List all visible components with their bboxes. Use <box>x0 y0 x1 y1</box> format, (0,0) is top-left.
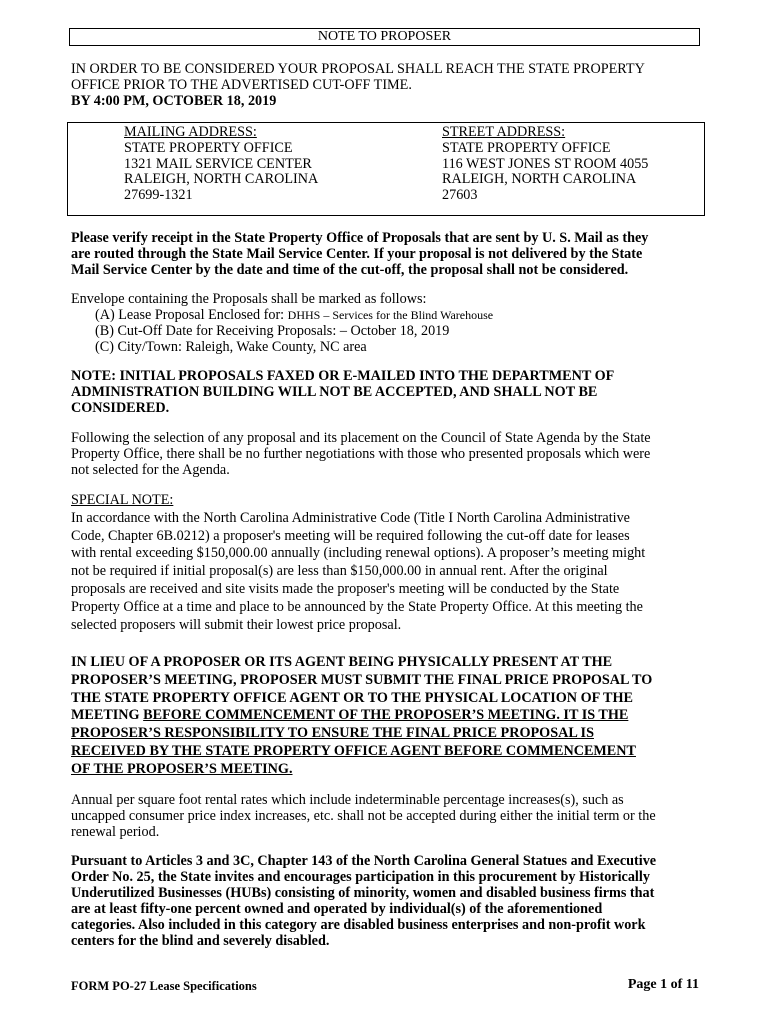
intro-section <box>71 61 699 109</box>
paragraph-line: not be required if initial proposal(s) are less than $150,000.00 in annual rent. After the original <box>71 563 608 580</box>
street-address-line: STATE PROPERTY OFFICE <box>442 139 611 156</box>
address-box <box>67 122 705 216</box>
deadline: BY 4:00 PM, OCTOBER 18, 2019 <box>71 93 277 109</box>
street-address-header: STREET ADDRESS: <box>442 124 566 140</box>
street-address <box>442 125 648 204</box>
paragraph-line: PROPOSER’S RESPONSIBILITY TO ENSURE THE FINAL PRICE PROPOSAL IS <box>71 725 594 742</box>
street-address-line: RALEIGH, NORTH CAROLINA <box>442 171 637 188</box>
fax-email-note <box>71 368 699 416</box>
intro-line: OFFICE PRIOR TO THE ADVERTISED CUT-OFF TIME. <box>71 77 412 93</box>
lieu-underlined-text: BEFORE COMMENCEMENT OF THE PROPOSER’S MEETING. IT IS THE <box>143 707 629 724</box>
envelope-item-a-label: (A) Lease Proposal Enclosed for: <box>95 307 288 323</box>
mailing-address-line: STATE PROPERTY OFFICE <box>124 139 293 156</box>
envelope-item-a <box>71 307 699 323</box>
street-address-line: 116 WEST JONES ST ROOM 4055 <box>442 155 649 172</box>
paragraph-line: THE STATE PROPERTY OFFICE AGENT OR TO THE PHYSICAL LOCATION OF THE <box>71 689 633 706</box>
paragraph-line: uncapped consumer price index increases, etc. shall not be accepted during either the initial term or the <box>71 808 656 824</box>
form-label: FORM PO-27 Lease Specifications <box>71 979 257 993</box>
paragraph-line: Code, Chapter 6B.0212) a proposer's meeting will be required following the cut-off date for leases <box>71 527 630 544</box>
mailing-address-header: MAILING ADDRESS: <box>124 124 257 140</box>
paragraph-line: Property Office at a time and place to be announced by the State Property Office. At this meeting the <box>71 598 643 615</box>
paragraph-line: Underutilized Businesses (HUBs) consisting of minority, women and disabled business firms that <box>71 885 655 901</box>
paragraph-line: are routed through the State Mail Service Center. If your proposal is not delivered by the State <box>71 246 643 262</box>
in-lieu-paragraph <box>71 654 699 779</box>
paragraph-line: with rental exceeding $150,000.00 annually (including renewal options). A proposer’s meeting might <box>71 545 646 562</box>
paragraph-line: NOTE: INITIAL PROPOSALS FAXED OR E-MAILED INTO THE DEPARTMENT OF <box>71 368 615 384</box>
paragraph-line: Order No. 25, the State invites and encourages participation in this procurement by Historically <box>71 869 650 885</box>
envelope-item-c: (C) City/Town: Raleigh, Wake County, NC area <box>95 339 367 355</box>
intro-line: IN ORDER TO BE CONSIDERED YOUR PROPOSAL SHALL REACH THE STATE PROPERTY <box>71 61 645 77</box>
verify-receipt-paragraph <box>71 230 699 278</box>
following-selection-paragraph <box>71 430 699 478</box>
paragraph-line: Mail Service Center by the date and time of the cut-off, the proposal shall not be considered. <box>71 262 629 278</box>
paragraph-line: are at least fifty-one percent owned and operated by individual(s) of the aforementioned <box>71 901 603 917</box>
special-note-section <box>71 492 699 634</box>
paragraph-line: PROPOSER’S MEETING, PROPOSER MUST SUBMIT THE FINAL PRICE PROPOSAL TO <box>71 671 653 688</box>
special-note-header: SPECIAL NOTE: <box>71 492 174 508</box>
paragraph-line: categories. Also included in this category are disabled business enterprises and non-profit work <box>71 917 646 933</box>
envelope-item-a-value: DHHS – Services for the Blind Warehouse <box>287 308 494 322</box>
street-address-line: 27603 <box>442 187 478 204</box>
mailing-address <box>124 125 318 204</box>
paragraph-line: CONSIDERED. <box>71 400 170 416</box>
paragraph-line: In accordance with the North Carolina Administrative Code (Title I North Carolina Administrative <box>71 509 630 526</box>
paragraph-line: proposals are received and site visits made the proposer's meeting will be conducted by the State <box>71 580 620 597</box>
paragraph-line: RECEIVED BY THE STATE PROPERTY OFFICE AGENT BEFORE COMMENCEMENT <box>71 742 636 759</box>
pursuant-hub-paragraph <box>71 853 699 949</box>
mailing-address-line: RALEIGH, NORTH CAROLINA <box>124 171 319 188</box>
paragraph-line: IN LIEU OF A PROPOSER OR ITS AGENT BEING PHYSICALLY PRESENT AT THE <box>71 654 613 670</box>
paragraph-line: Pursuant to Articles 3 and 3C, Chapter 143 of the North Carolina General Statues and Executive <box>71 853 657 869</box>
paragraph-line: renewal period. <box>71 824 160 840</box>
lieu-meeting-word: MEETING <box>71 707 144 724</box>
page-footer <box>71 978 699 994</box>
paragraph-line: Property Office, there shall be no further negotiations with those who presented proposals which were <box>71 446 651 462</box>
annual-rates-paragraph <box>71 792 699 840</box>
page-title: NOTE TO PROPOSER <box>69 28 700 46</box>
envelope-intro: Envelope containing the Proposals shall be marked as follows: <box>71 291 427 307</box>
mailing-address-line: 1321 MAIL SERVICE CENTER <box>124 155 312 172</box>
paragraph-line: not selected for the Agenda. <box>71 462 230 478</box>
envelope-instructions <box>71 291 699 355</box>
paragraph-line: Please verify receipt in the State Property Office of Proposals that are sent by U. S. Mail as they <box>71 230 649 246</box>
paragraph-line: OF THE PROPOSER’S MEETING. <box>71 760 293 777</box>
paragraph-line: Following the selection of any proposal and its placement on the Council of State Agenda by the State <box>71 430 651 446</box>
paragraph-line <box>71 707 699 725</box>
paragraph-line: selected proposers will submit their lowest price proposal. <box>71 616 402 633</box>
envelope-item-b: (B) Cut-Off Date for Receiving Proposals: – October 18, 2019 <box>95 323 450 339</box>
paragraph-line: ADMINISTRATION BUILDING WILL NOT BE ACCEPTED, AND SHALL NOT BE <box>71 384 598 400</box>
page-number: Page 1 of 11 <box>627 977 699 992</box>
paragraph-line: Annual per square foot rental rates which include indeterminable percentage increases(s), such as <box>71 792 624 808</box>
mailing-address-line: 27699-1321 <box>124 187 193 204</box>
paragraph-line: centers for the blind and severely disabled. <box>71 933 330 949</box>
